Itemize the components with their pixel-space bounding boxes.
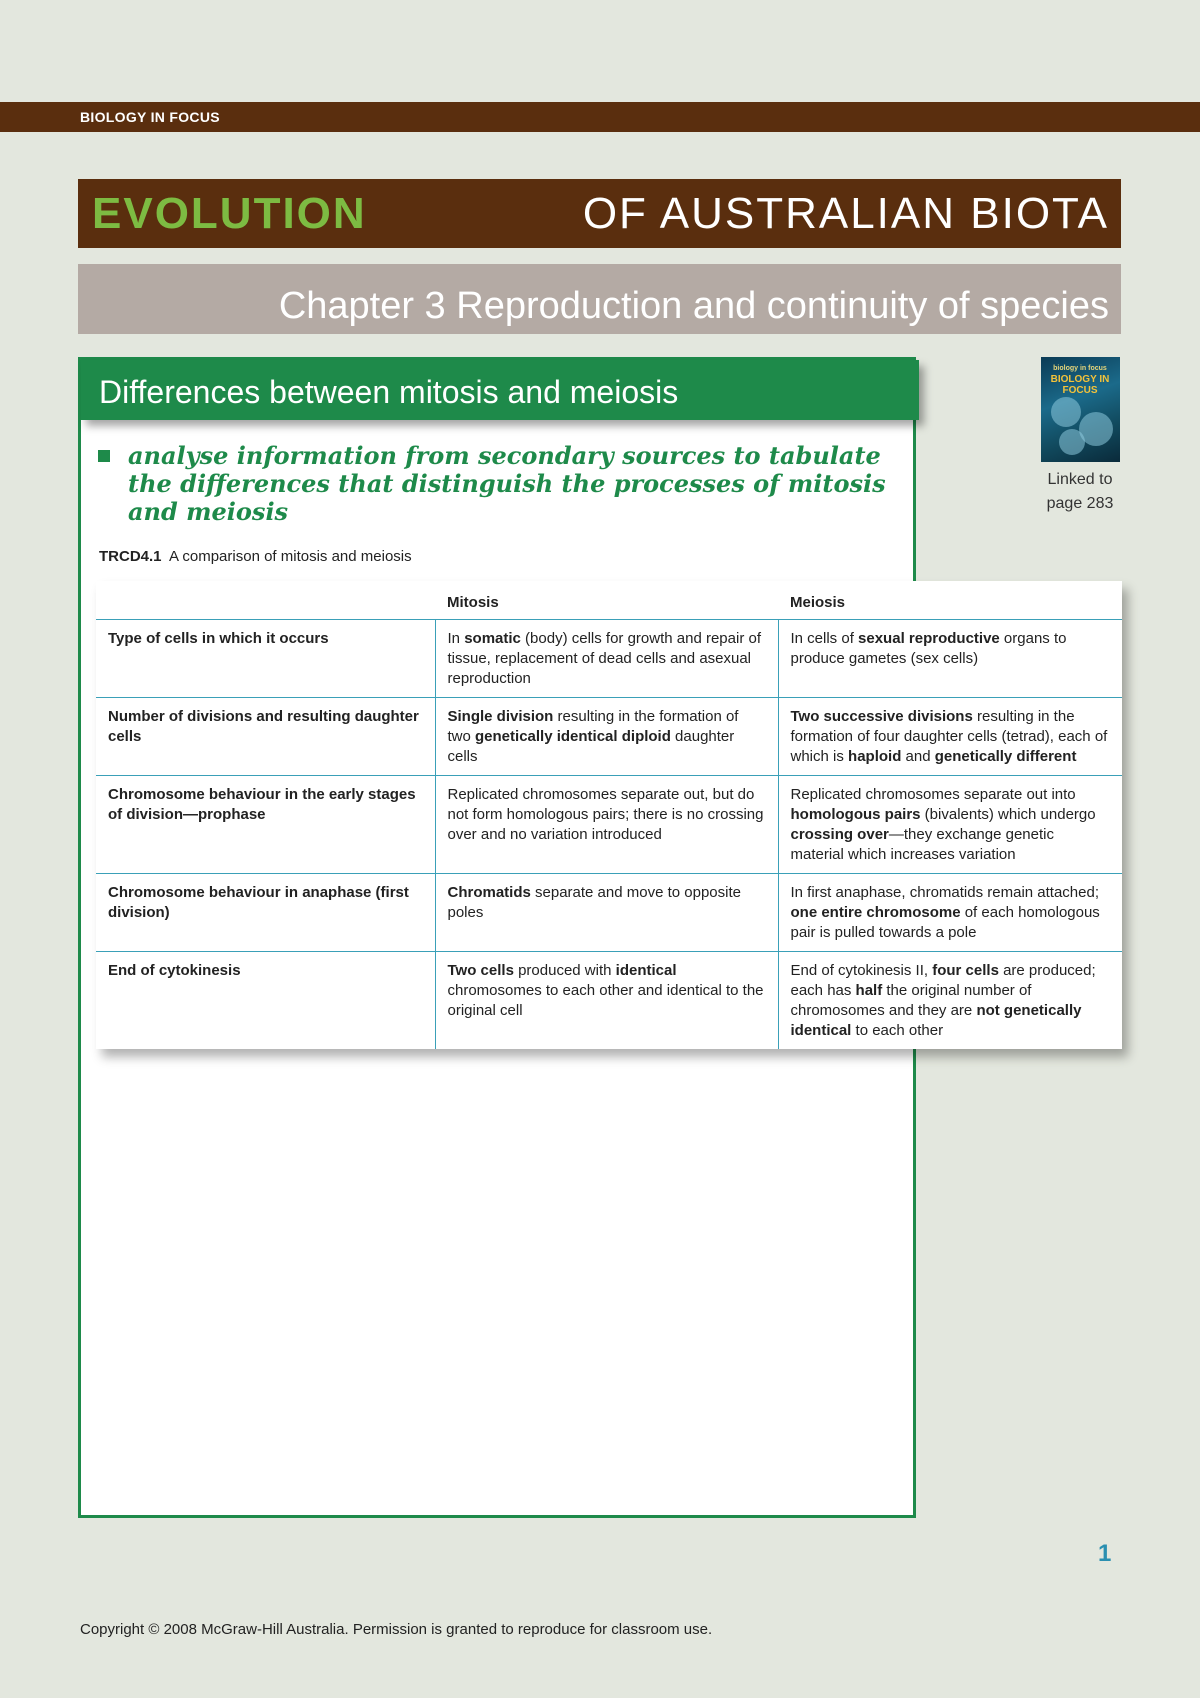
cover-small-text: biology in focus xyxy=(1053,365,1107,372)
caption-text: A comparison of mitosis and meiosis xyxy=(169,548,412,565)
table-row xyxy=(96,874,1122,952)
section-title: Differences between mitosis and meiosis xyxy=(99,374,679,410)
comparison-table xyxy=(96,581,1122,1049)
title-bar xyxy=(78,179,1121,248)
table-caption xyxy=(99,548,412,565)
section-header xyxy=(81,360,919,420)
table-header-cell: Mitosis xyxy=(447,594,499,611)
meiosis-cell: In first anaphase, chromatids remain attached; one entire chromosome of each homologous pair is pulled towards a pole xyxy=(778,874,1122,952)
objective-text: analyse information from secondary sources to tabulate the differences that distinguish the processes of mitosis and meiosis xyxy=(128,441,886,526)
meiosis-cell: Replicated chromosomes separate out into homologous pairs (bivalents) which undergo crossing over—they exchange genetic material which increases variation xyxy=(778,776,1122,874)
square-bullet-icon xyxy=(98,450,110,462)
table-header-cell: Meiosis xyxy=(790,594,846,611)
row-label-cell: End of cytokinesis xyxy=(96,952,435,1050)
linked-line: Linked to xyxy=(1047,471,1113,488)
page-number: 1 xyxy=(1098,1540,1112,1567)
mitosis-cell: Single division resulting in the formation of two genetically identical diploid daughter cells xyxy=(435,698,778,776)
mitosis-cell: Chromatids separate and move to opposite poles xyxy=(435,874,778,952)
header-band xyxy=(0,102,1200,132)
row-label-cell: Type of cells in which it occurs xyxy=(96,620,435,698)
table-row xyxy=(96,952,1122,1050)
title-bold: EVOLUTION xyxy=(92,189,367,238)
table-row xyxy=(96,620,1122,698)
table-header-row xyxy=(96,581,1122,620)
copyright-notice: Copyright © 2008 McGraw-Hill Australia. Permission is granted to reproduce for classroom use. xyxy=(80,1621,713,1638)
objective xyxy=(98,442,888,526)
meiosis-cell: Two successive divisions resulting in the formation of four daughter cells (tetrad), each of which is haploid and genetically different xyxy=(778,698,1122,776)
cover-title: BIOLOGY IN FOCUS xyxy=(1050,374,1110,396)
mitosis-cell: Two cells produced with identical chromosomes to each other and identical to the original cell xyxy=(435,952,778,1050)
table-row xyxy=(96,698,1122,776)
meiosis-cell: In cells of sexual reproductive organs to produce gametes (sex cells) xyxy=(778,620,1122,698)
table-row xyxy=(96,776,1122,874)
title-rest: OF AUSTRALIAN BIOTA xyxy=(582,189,1109,238)
chapter-bar xyxy=(78,264,1121,334)
meiosis-cell: End of cytokinesis II, four cells are produced; each has half the original number of chromosomes and they are not genetically identical to each other xyxy=(778,952,1122,1050)
row-label-cell: Number of divisions and resulting daughter cells xyxy=(96,698,435,776)
mitosis-cell: Replicated chromosomes separate out, but do not form homologous pairs; there is no crossing over and no variation introduced xyxy=(435,776,778,874)
linked-reference xyxy=(1040,357,1120,516)
mitosis-cell: In somatic (body) cells for growth and repair of tissue, replacement of dead cells and asexual reproduction xyxy=(435,620,778,698)
book-cover-image xyxy=(1041,357,1120,462)
row-label-cell: Chromosome behaviour in the early stages of division—prophase xyxy=(96,776,435,874)
caption-id: TRCD4.1 xyxy=(99,548,162,565)
chapter-title: Chapter 3 Reproduction and continuity of species xyxy=(278,285,1109,327)
table-header-cell xyxy=(96,581,435,620)
linked-page: page 283 xyxy=(1046,495,1114,512)
series-label: BIOLOGY IN FOCUS xyxy=(80,109,220,125)
row-label-cell: Chromosome behaviour in anaphase (first division) xyxy=(96,874,435,952)
linked-text xyxy=(1040,468,1120,516)
